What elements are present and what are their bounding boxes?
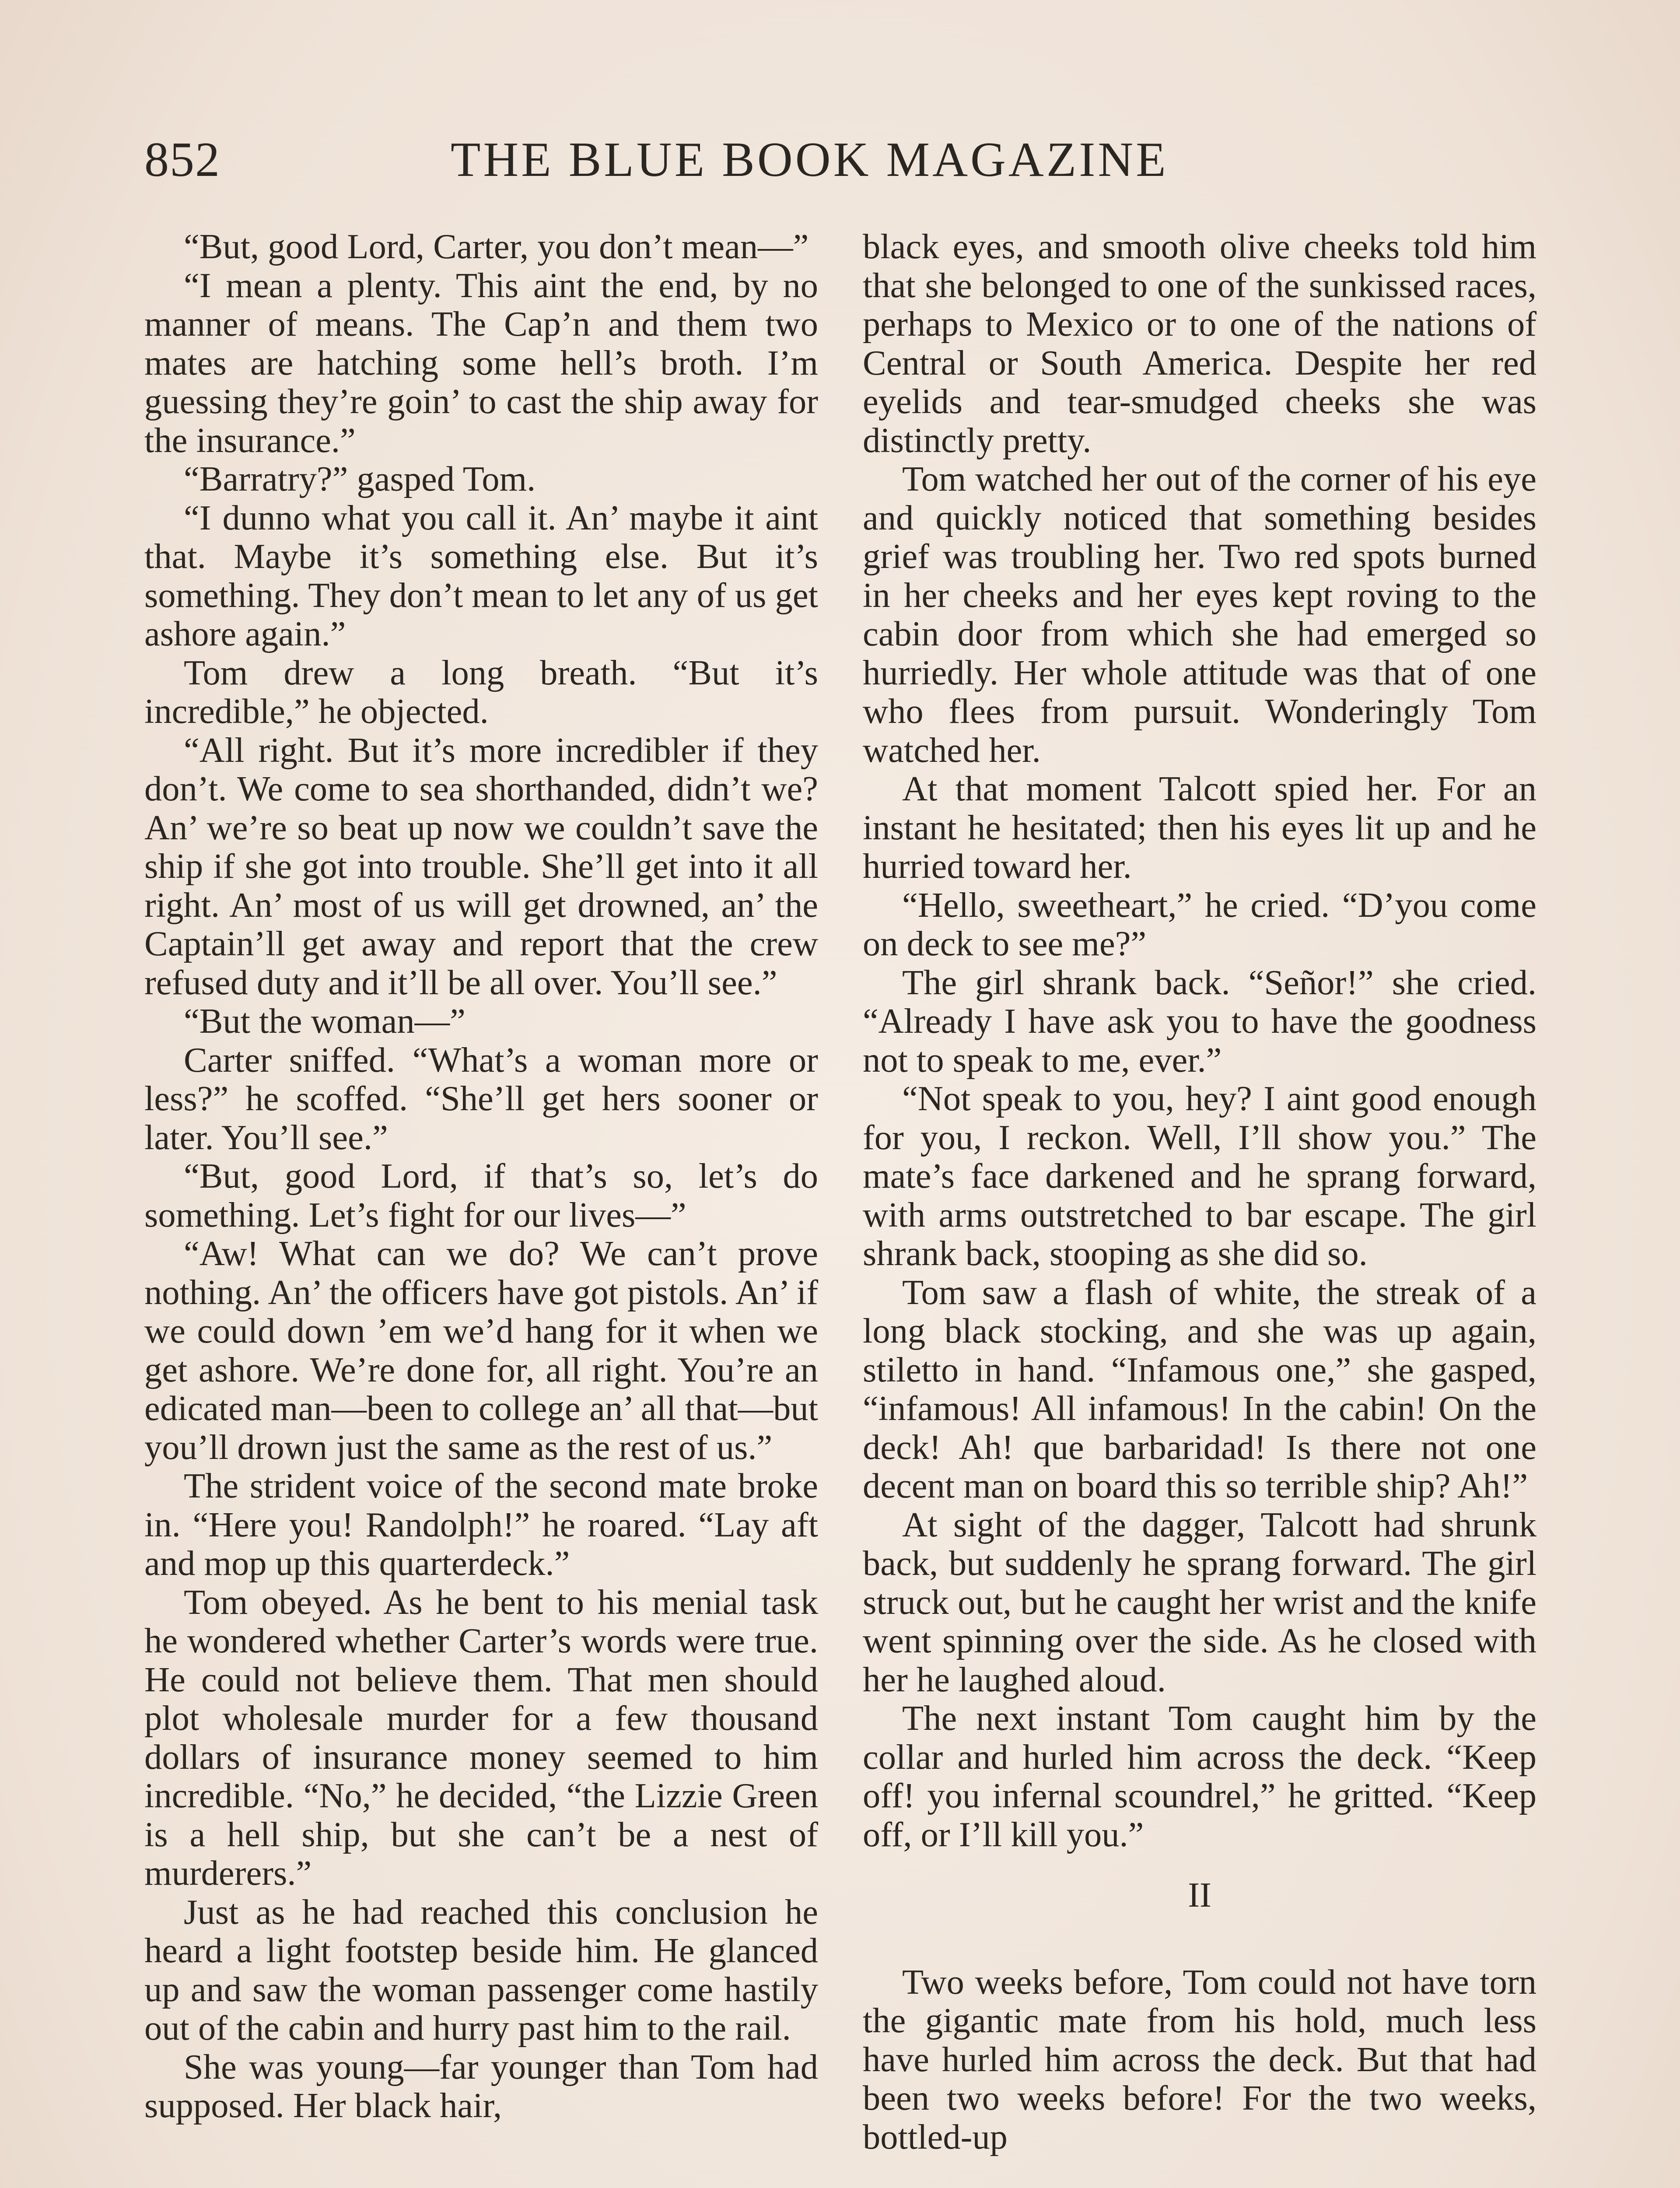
paragraph: “Aw! What can we do? We can’t prove nothing. An’ the officers have got pistols. An’ if we could down ’em we’d hang for it when we get ashore. We’re done for, all right. You’re an edicated man—been to college an’ all that—but you’ll drown just the same as the rest of us.” bbox=[144, 1234, 818, 1467]
right-text-column bbox=[863, 228, 1536, 2156]
right-column-top-text bbox=[863, 228, 1536, 1854]
right-column-bottom-text bbox=[863, 1963, 1536, 2157]
paragraph: “I dunno what you call it. An’ maybe it aint that. Maybe it’s something else. But it’s something. They don’t mean to let any of us get ashore again.” bbox=[144, 498, 818, 653]
paragraph: Carter sniffed. “What’s a woman more or less?” he scoffed. “She’ll get hers sooner or later. You’ll see.” bbox=[144, 1040, 818, 1157]
paragraph: “But, good Lord, if that’s so, let’s do something. Let’s fight for our lives—” bbox=[144, 1157, 818, 1234]
paragraph: Tom watched her out of the corner of his eye and quickly noticed that something besides grief was troubling her. Two red spots burned in her cheeks and her eyes kept roving to the cabin door from which she had emerged so hurriedly. Her whole attitude was that of one who flees from pursuit. Wonderingly Tom watched her. bbox=[863, 459, 1536, 770]
page-number: 852 bbox=[144, 133, 220, 187]
paragraph: Two weeks before, Tom could not have torn the gigantic mate from his hold, much less have hurled him across the deck. But that had been two weeks before! For the two weeks, bottled-up bbox=[863, 1962, 1536, 2156]
paragraph: Tom saw a flash of white, the streak of a long black stocking, and she was up again, stiletto in hand. “Infamous one,” she gasped, “infamous! All infamous! In the cabin! On the deck! Ah! que barbaridad! Is there not one decent man on board this so terrible ship? Ah!” bbox=[863, 1273, 1536, 1505]
page-header bbox=[144, 127, 1536, 193]
left-text-column bbox=[144, 228, 818, 2125]
paragraph: “But, good Lord, Carter, you don’t mean—” bbox=[184, 227, 809, 266]
magazine-title: THE BLUE BOOK MAGAZINE bbox=[451, 133, 1169, 187]
paragraph: Tom obeyed. As he bent to his menial task he wondered whether Carter’s words were true. He could not believe them. That men should plot wholesale murder for a few thousand dollars of insurance money seemed to him incredible. “No,” he decided, “the Lizzie Green is a hell ship, but she can’t be a nest of murderers.” bbox=[144, 1582, 818, 1893]
paragraph: “Barratry?” gasped Tom. bbox=[184, 459, 536, 498]
section-number: II bbox=[1188, 1876, 1211, 1914]
paragraph: At that moment Talcott spied her. For an instant he hesitated; then his eyes lit up and he hurried toward her. bbox=[863, 769, 1536, 886]
paragraph: “Hello, sweetheart,” he cried. “D’you come on deck to see me?” bbox=[863, 885, 1536, 963]
paragraph: The strident voice of the second mate broke in. “Here you! Randolph!” he roared. “Lay aft and mop up this quarterdeck.” bbox=[144, 1466, 818, 1583]
paragraph: Just as he had reached this conclusion he heard a light footstep beside him. He glanced up and saw the woman passenger come hastily out of the cabin and hurry past him to the rail. bbox=[144, 1892, 818, 2048]
paragraph: At sight of the dagger, Talcott had shrunk back, but suddenly he sprang forward. The girl struck out, but he caught her wrist and the knife went spinning over the side. As he closed with her he laughed aloud. bbox=[863, 1505, 1536, 1699]
paragraph: She was young—far younger than Tom had supposed. Her black hair, bbox=[144, 2047, 818, 2125]
paragraph: “All right. But it’s more incredibler if they don’t. We come to sea shorthanded, didn’t we? An’ we’re so beat up now we couldn’t save the ship if she got into trouble. She’ll get into it all right. An’ most of us will get drowned, an’ the Captain’ll get away and report that the crew refused duty and it’ll be all over. You’ll see.” bbox=[144, 730, 818, 1002]
paragraph: Tom drew a long breath. “But it’s incredible,” he objected. bbox=[144, 653, 818, 731]
paragraph: The girl shrank back. “Señor!” she cried. “Already I have ask you to have the goodness not to speak to me, ever.” bbox=[863, 963, 1536, 1080]
paragraph: The next instant Tom caught him by the collar and hurled him across the deck. “Keep off! you infernal scoundrel,” he gritted. “Keep off, or I’ll kill you.” bbox=[863, 1699, 1536, 1854]
paragraph: “I mean a plenty. This aint the end, by no manner of means. The Cap’n and them two mates are hatching some hell’s broth. I’m guessing they’re goin’ to cast the ship away for the insurance.” bbox=[144, 266, 818, 460]
paragraph: “Not speak to you, hey? I aint good enough for you, I reckon. Well, I’ll show you.” The mate’s face darkened and he sprang forward, with arms outstretched to bar escape. The girl shrank back, stooping as she did so. bbox=[863, 1079, 1536, 1273]
paragraph: “But the woman—” bbox=[184, 1002, 466, 1041]
paragraph: black eyes, and smooth olive cheeks told him that she belonged to one of the sunkissed races, perhaps to Mexico or to one of the nations of Central or South America. Despite her red eyelids and tear-smudged cheeks she was distinctly pretty. bbox=[863, 227, 1536, 460]
